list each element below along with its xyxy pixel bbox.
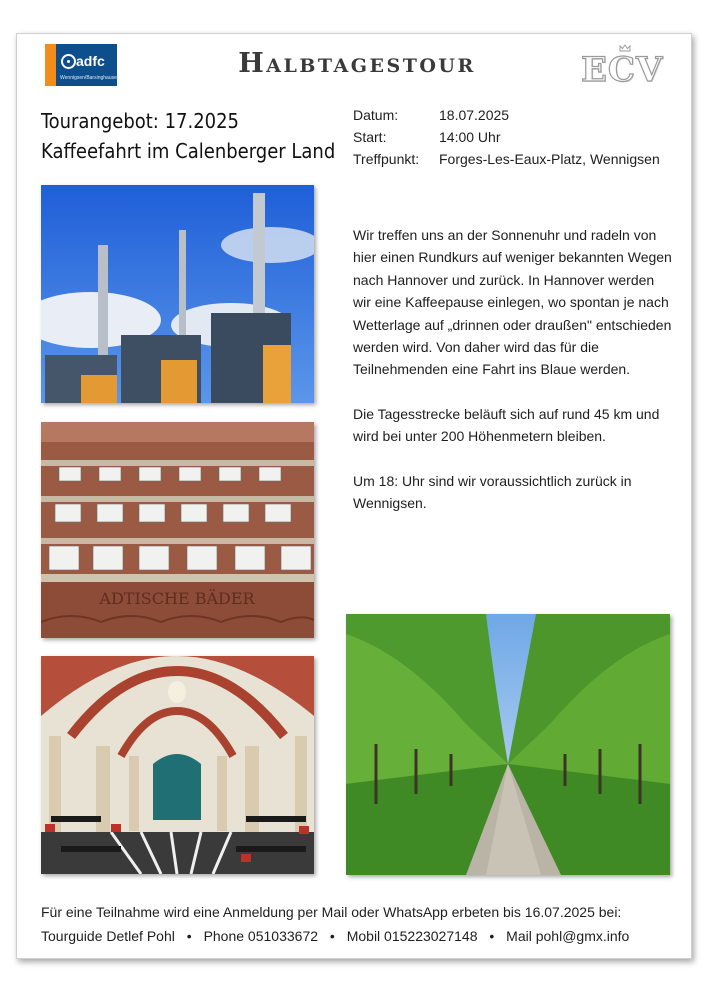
registration-note: Für eine Teilnahme wird eine Anmeldung per Mail oder WhatsApp erbeten bis 16.07.2025 bei: bbox=[41, 904, 622, 920]
detail-label: Start: bbox=[353, 129, 387, 145]
description-paragraph: Wir treffen uns an der Sonnenuhr und radeln von hier einen Rundkurs auf weniger bekannten Wegen nach Hannover und zurück. In Hannover werden wir eine Kaffeepause einlegen, wo spontan je nach Wetterlage auf „drinnen oder draußen" entschieden werden wird. Von daher wird das für die Teilnehmenden eine Fahrt ins Blaue werden. bbox=[353, 227, 672, 378]
adfc-wheel-icon bbox=[61, 54, 76, 69]
adfc-logo-subtitle: Wennigsen/Barsinghausen bbox=[60, 75, 120, 81]
detail-value: Forges-Les-Eaux-Platz, Wennigsen bbox=[439, 151, 660, 167]
detail-value: 18.07.2025 bbox=[439, 107, 510, 123]
photo-power-plant bbox=[41, 185, 314, 403]
page-title: Halbtagestour bbox=[238, 48, 476, 79]
phone-number: Phone 051033672 bbox=[203, 928, 319, 944]
separator-bullet: • bbox=[186, 928, 192, 944]
adfc-logo-stripe bbox=[45, 44, 56, 86]
detail-label: Treffpunkt: bbox=[353, 151, 420, 167]
email-address: Mail pohl@gmx.info bbox=[506, 928, 630, 944]
separator-bullet: • bbox=[329, 928, 335, 944]
contact-line bbox=[41, 924, 629, 948]
adfc-logo bbox=[45, 44, 120, 86]
tour-heading bbox=[41, 106, 335, 166]
detail-label: Datum: bbox=[353, 107, 399, 123]
flyer-page bbox=[16, 33, 692, 959]
description-paragraph: Die Tagesstrecke beläuft sich auf rund 45 km und wird bei unter 200 Höhenmetern bleiben. bbox=[353, 405, 660, 445]
detail-date bbox=[353, 104, 660, 126]
building-inscription: ADTISCHE BÄDER bbox=[99, 589, 255, 608]
tour-offer-number: Tourangebot: 17.2025 bbox=[41, 109, 239, 133]
detail-start bbox=[353, 126, 660, 148]
ecv-logo-text: ECV bbox=[581, 50, 664, 90]
detail-meeting-point bbox=[353, 148, 660, 170]
tour-description bbox=[353, 224, 673, 536]
adfc-logo-text: adfc bbox=[76, 53, 105, 69]
separator-bullet: • bbox=[489, 928, 495, 944]
ecv-logo bbox=[581, 44, 671, 88]
footer-contact bbox=[41, 900, 629, 948]
detail-value: 14:00 Uhr bbox=[439, 129, 501, 145]
tour-details bbox=[353, 104, 660, 170]
photo-cafe-interior bbox=[41, 656, 314, 874]
mobile-number: Mobil 015223027148 bbox=[346, 928, 478, 944]
description-paragraph: Um 18: Uhr sind wir voraussichtlich zurück in Wennigsen. bbox=[353, 472, 632, 512]
tour-guide-name: Tourguide Detlef Pohl bbox=[41, 928, 175, 944]
tour-name: Kaffeefahrt im Calenberger Land bbox=[41, 139, 336, 163]
photo-tree-avenue bbox=[346, 614, 670, 875]
photo-brick-building bbox=[41, 422, 314, 638]
